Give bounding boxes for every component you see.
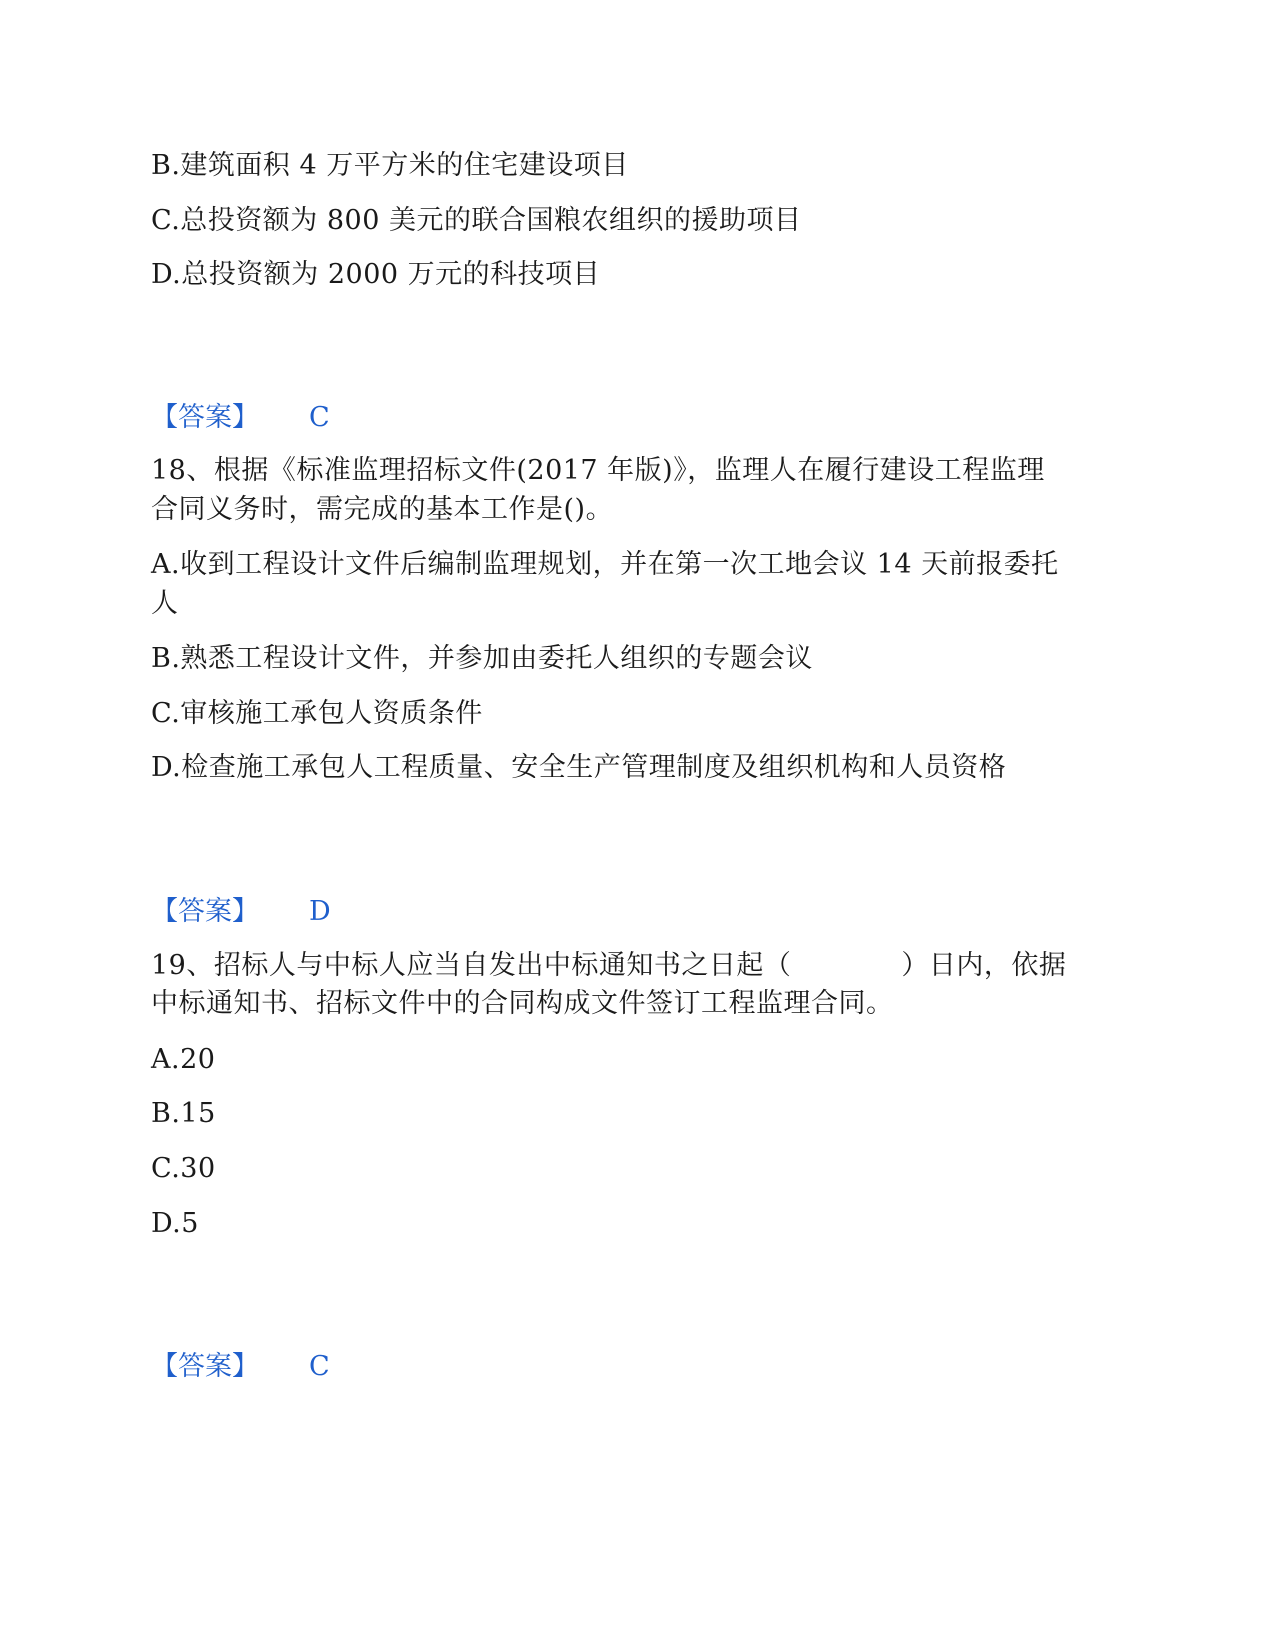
- q18-option-b: B.熟悉工程设计文件，并参加由委托人组织的专题会议: [151, 643, 813, 674]
- q17-answer: [151, 401, 330, 435]
- q19-question-line-1: 19、招标人与中标人应当自发出中标通知书之日起（ ）日内，依据: [151, 950, 1067, 981]
- q17-option-c: C.总投资额为 800 美元的联合国粮农组织的援助项目: [151, 205, 802, 236]
- q18-question-line-2: 合同义务时，需完成的基本工作是()。: [151, 494, 614, 525]
- q18-option-c: C.审核施工承包人资质条件: [151, 698, 483, 729]
- q18-answer: [151, 895, 331, 929]
- answer-value: D: [309, 896, 331, 927]
- q17-option-b: B.建筑面积 4 万平方米的住宅建设项目: [151, 150, 629, 181]
- answer-label: 【答案】: [151, 896, 259, 927]
- answer-label: 【答案】: [151, 1351, 259, 1382]
- q17-option-d: D.总投资额为 2000 万元的科技项目: [151, 259, 601, 290]
- q18-option-d: D.检查施工承包人工程质量、安全生产管理制度及组织机构和人员资格: [151, 752, 1007, 783]
- answer-value: C: [309, 402, 330, 433]
- q19-answer: [151, 1350, 330, 1384]
- q19-option-d: D.5: [151, 1208, 199, 1239]
- q18-option-a-line-2: 人: [151, 588, 179, 619]
- q18-question-line-1: 18、根据《标准监理招标文件(2017 年版)》，监理人在履行建设工程监理: [151, 455, 1045, 486]
- answer-label: 【答案】: [151, 402, 259, 433]
- q19-question-line-2: 中标通知书、招标文件中的合同构成文件签订工程监理合同。: [151, 988, 894, 1019]
- q18-option-a-line-1: A.收到工程设计文件后编制监理规划，并在第一次工地会议 14 天前报委托: [151, 549, 1059, 580]
- q19-option-a: A.20: [151, 1044, 216, 1075]
- answer-value: C: [309, 1351, 330, 1382]
- q19-option-c: C.30: [151, 1153, 216, 1184]
- q19-option-b: B.15: [151, 1098, 216, 1129]
